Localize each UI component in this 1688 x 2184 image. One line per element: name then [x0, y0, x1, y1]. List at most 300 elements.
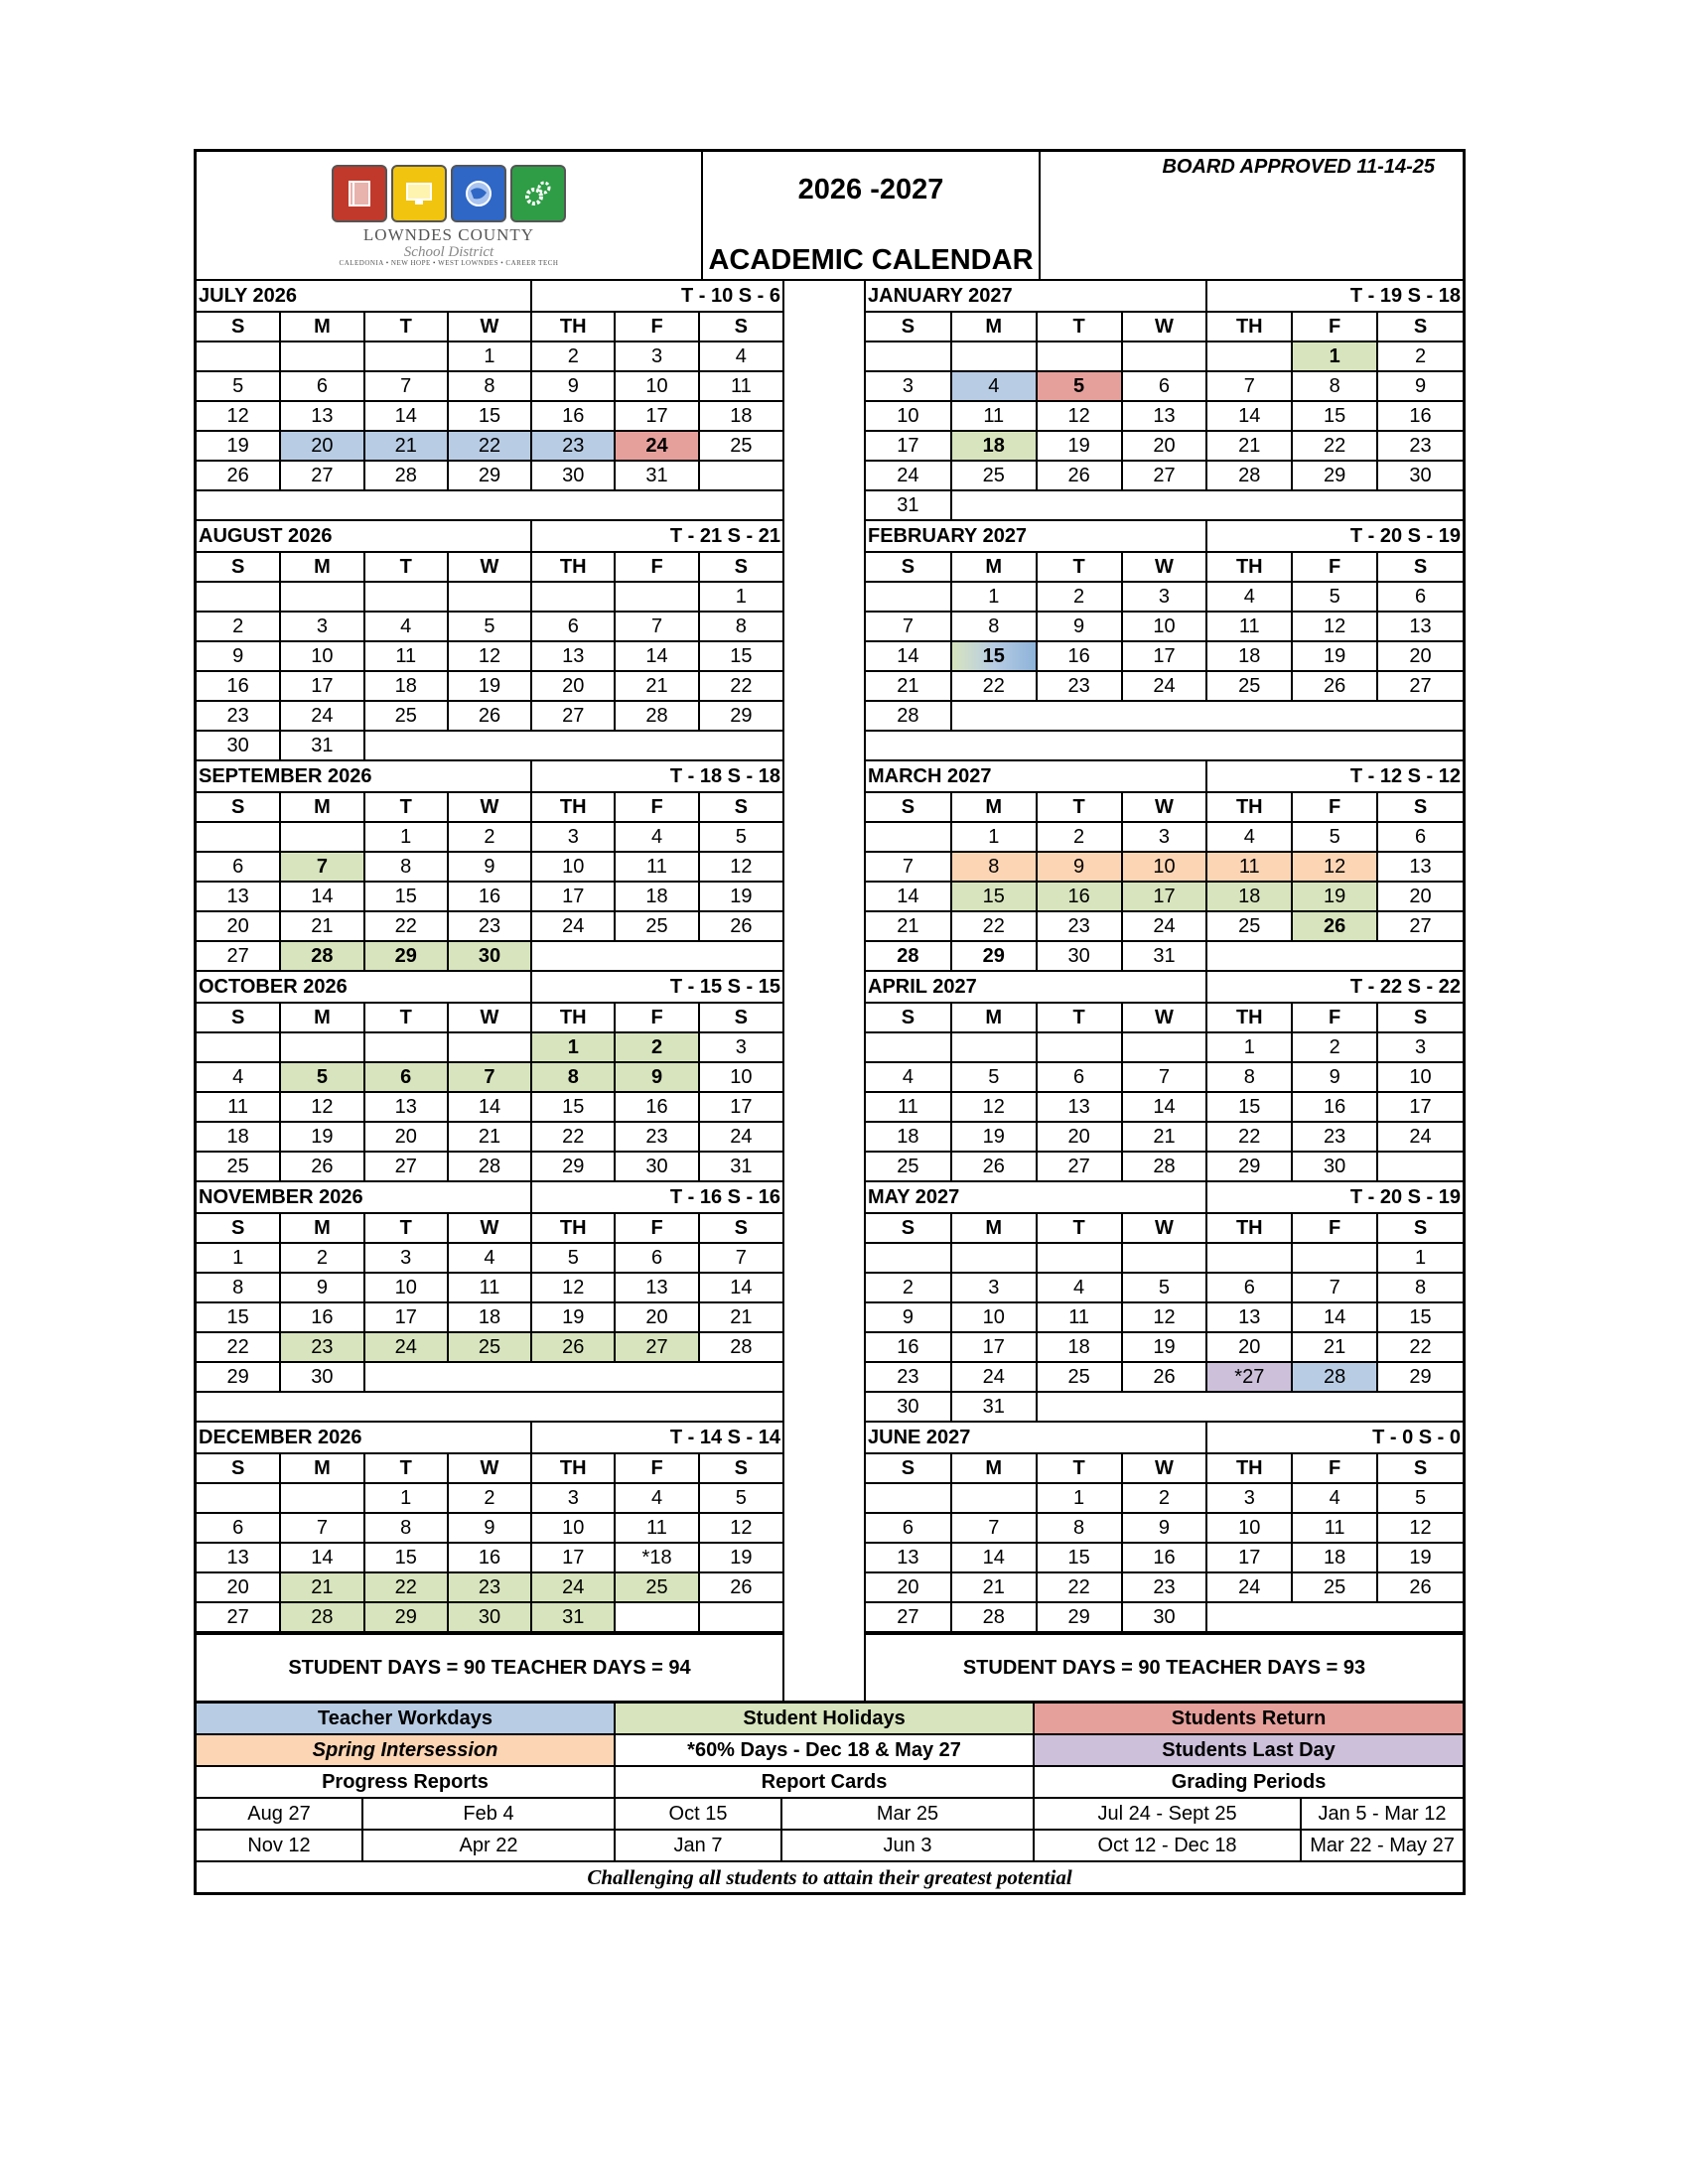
day-cell: 15	[951, 882, 1037, 911]
day-cell: 16	[866, 1332, 951, 1362]
day-counts: T - 20 S - 19	[1206, 1182, 1463, 1213]
day-cell: 4	[615, 1483, 698, 1513]
weekday-header: F	[615, 1003, 698, 1032]
empty-day-cell	[197, 341, 280, 371]
month-table	[866, 521, 1463, 761]
semester-one-totals: STUDENT DAYS = 90 TEACHER DAYS = 94	[197, 1633, 782, 1701]
weekday-header: W	[1122, 792, 1207, 822]
day-cell: 11	[197, 1092, 280, 1122]
column-divider	[782, 281, 866, 1701]
day-cell: 8	[197, 1273, 280, 1302]
day-cell: 15	[951, 641, 1037, 671]
day-cell: 14	[364, 401, 448, 431]
weekday-header: T	[1037, 312, 1122, 341]
day-cell: 31	[615, 461, 698, 490]
report-card-date: Oct 15	[615, 1798, 781, 1830]
day-cell: 4	[448, 1243, 531, 1273]
day-cell: 5	[699, 1483, 782, 1513]
day-cell: 25	[866, 1152, 951, 1181]
day-cell: 20	[531, 671, 615, 701]
day-cell: 1	[1206, 1032, 1292, 1062]
day-cell: 21	[1292, 1332, 1377, 1362]
day-cell: 14	[280, 882, 363, 911]
day-cell: 22	[1292, 431, 1377, 461]
weekday-header: S	[699, 1453, 782, 1483]
day-cell: 30	[280, 1362, 363, 1392]
weekday-header: W	[448, 552, 531, 582]
empty-day-cell	[531, 582, 615, 612]
empty-day-cell	[448, 1032, 531, 1062]
day-cell: 12	[197, 401, 280, 431]
day-cell: 24	[699, 1122, 782, 1152]
legend-students-return: Students Return	[1034, 1703, 1463, 1735]
day-cell: 28	[1206, 461, 1292, 490]
district-logo	[197, 152, 703, 279]
empty-day-cell	[280, 582, 363, 612]
day-cell: 23	[448, 1572, 531, 1602]
day-cell: 11	[1206, 852, 1292, 882]
day-cell: 8	[951, 852, 1037, 882]
day-cell: 13	[1377, 852, 1463, 882]
day-cell: 4	[951, 371, 1037, 401]
day-cell: 28	[1292, 1362, 1377, 1392]
day-cell: 22	[448, 431, 531, 461]
day-cell: 27	[364, 1152, 448, 1181]
day-cell: 29	[951, 941, 1037, 971]
day-cell: 21	[951, 1572, 1037, 1602]
day-cell: 10	[1206, 1513, 1292, 1543]
day-cell: 17	[531, 882, 615, 911]
day-cell: 13	[1122, 401, 1207, 431]
month-table	[866, 1182, 1463, 1423]
day-cell: 2	[448, 1483, 531, 1513]
day-cell: 6	[1122, 371, 1207, 401]
empty-day-cell	[1122, 341, 1207, 371]
empty-day-cell	[951, 490, 1463, 520]
weekday-header: M	[951, 552, 1037, 582]
empty-day-cell	[866, 1483, 951, 1513]
empty-day-cell	[1206, 1602, 1463, 1632]
day-cell: 10	[951, 1302, 1037, 1332]
day-cell: 3	[615, 341, 698, 371]
weekday-header: S	[866, 792, 951, 822]
day-cell: 12	[280, 1092, 363, 1122]
day-cell: 20	[1037, 1122, 1122, 1152]
day-cell: 4	[197, 1062, 280, 1092]
month-name: MAY 2027	[866, 1182, 1206, 1213]
day-cell: 14	[448, 1092, 531, 1122]
weekday-header: S	[1377, 1003, 1463, 1032]
day-cell: 30	[448, 941, 531, 971]
weekday-header: W	[448, 312, 531, 341]
day-cell: 7	[951, 1513, 1037, 1543]
empty-day-cell	[1037, 1032, 1122, 1062]
day-cell: 16	[1377, 401, 1463, 431]
day-cell: 19	[280, 1122, 363, 1152]
weekday-header: S	[1377, 312, 1463, 341]
empty-day-cell	[699, 1602, 782, 1632]
weekday-header: T	[364, 1003, 448, 1032]
day-cell: 8	[951, 612, 1037, 641]
day-cell: 15	[1377, 1302, 1463, 1332]
weekday-header: TH	[1206, 1003, 1292, 1032]
empty-day-cell	[197, 822, 280, 852]
weekday-header: S	[197, 552, 280, 582]
month-table	[866, 972, 1463, 1182]
day-cell: 9	[280, 1273, 363, 1302]
day-cell: 10	[531, 852, 615, 882]
day-cell: 6	[280, 371, 363, 401]
empty-day-cell	[364, 1032, 448, 1062]
empty-day-cell	[1377, 1152, 1463, 1181]
day-cell: 22	[531, 1122, 615, 1152]
day-counts: T - 22 S - 22	[1206, 972, 1463, 1003]
day-cell: 4	[364, 612, 448, 641]
day-cell: 26	[531, 1332, 615, 1362]
day-cell: 23	[1037, 671, 1122, 701]
weekday-header: F	[1292, 552, 1377, 582]
day-cell: 9	[1122, 1513, 1207, 1543]
empty-day-cell	[531, 941, 782, 971]
weekday-header: M	[951, 792, 1037, 822]
day-cell: 14	[951, 1543, 1037, 1572]
day-cell: 24	[531, 911, 615, 941]
day-cell: 8	[1377, 1273, 1463, 1302]
day-cell: 28	[280, 1602, 363, 1632]
day-cell: 8	[531, 1062, 615, 1092]
empty-day-cell	[364, 1362, 782, 1392]
day-cell: 7	[1206, 371, 1292, 401]
day-cell: 1	[951, 822, 1037, 852]
empty-day-cell	[866, 822, 951, 852]
day-cell: 7	[699, 1243, 782, 1273]
month-table	[197, 972, 782, 1182]
day-cell: 10	[699, 1062, 782, 1092]
weekday-header: S	[866, 1453, 951, 1483]
day-cell: 17	[951, 1332, 1037, 1362]
day-cell: *18	[615, 1543, 698, 1572]
weekday-header: TH	[531, 1003, 615, 1032]
day-cell: 20	[197, 911, 280, 941]
day-cell: 4	[615, 822, 698, 852]
day-cell: 24	[364, 1332, 448, 1362]
weekday-header: TH	[531, 552, 615, 582]
day-cell: 11	[699, 371, 782, 401]
day-cell: 21	[1206, 431, 1292, 461]
day-cell: 13	[615, 1273, 698, 1302]
empty-day-cell	[615, 582, 698, 612]
weekday-header: W	[448, 1003, 531, 1032]
day-cell: 19	[699, 882, 782, 911]
day-cell: 12	[1292, 612, 1377, 641]
day-cell: 30	[866, 1392, 951, 1422]
empty-day-cell	[197, 1483, 280, 1513]
day-cell: 9	[1037, 612, 1122, 641]
day-cell: 12	[448, 641, 531, 671]
schedule-row	[197, 1798, 1463, 1830]
day-cell: 11	[364, 641, 448, 671]
day-cell: 11	[615, 1513, 698, 1543]
weekday-header: S	[197, 312, 280, 341]
day-cell: 2	[866, 1273, 951, 1302]
day-cell: 23	[1292, 1122, 1377, 1152]
weekday-header: F	[1292, 312, 1377, 341]
day-cell: 25	[1206, 911, 1292, 941]
day-cell: 26	[1122, 1362, 1207, 1392]
weekday-header: F	[615, 792, 698, 822]
empty-day-cell	[280, 822, 363, 852]
day-cell: 15	[364, 882, 448, 911]
day-cell: 10	[866, 401, 951, 431]
day-cell: 24	[866, 461, 951, 490]
weekday-header: T	[1037, 792, 1122, 822]
month-name: AUGUST 2026	[197, 521, 531, 552]
day-cell: 21	[364, 431, 448, 461]
day-cell: 17	[1206, 1543, 1292, 1572]
day-cell: 13	[364, 1092, 448, 1122]
day-cell: 12	[699, 852, 782, 882]
weekday-header: T	[364, 792, 448, 822]
day-counts: T - 19 S - 18	[1206, 281, 1463, 312]
day-cell: 28	[866, 701, 951, 731]
day-cell: 24	[951, 1362, 1037, 1392]
day-cell: 25	[364, 701, 448, 731]
day-cell: 20	[280, 431, 363, 461]
day-cell: 27	[615, 1332, 698, 1362]
day-cell: 26	[448, 701, 531, 731]
day-cell: 1	[364, 1483, 448, 1513]
day-cell: 23	[615, 1122, 698, 1152]
day-cell: 19	[699, 1543, 782, 1572]
logo-subtitle: School District	[403, 243, 494, 260]
empty-day-cell	[1037, 1392, 1463, 1422]
day-cell: 27	[1377, 671, 1463, 701]
day-cell: 18	[615, 882, 698, 911]
day-cell: 6	[364, 1062, 448, 1092]
month-table	[197, 521, 782, 761]
day-cell: 16	[1037, 882, 1122, 911]
weekday-header: S	[1377, 1213, 1463, 1243]
day-counts: T - 14 S - 14	[531, 1423, 782, 1453]
month-table	[197, 761, 782, 972]
day-cell: 1	[1037, 1483, 1122, 1513]
day-cell: 23	[280, 1332, 363, 1362]
empty-day-cell	[1037, 341, 1122, 371]
weekday-header: F	[615, 552, 698, 582]
day-cell: 27	[197, 941, 280, 971]
empty-day-cell	[1206, 341, 1292, 371]
weekday-header: TH	[531, 1213, 615, 1243]
day-cell: 6	[1377, 582, 1463, 612]
day-cell: 30	[1122, 1602, 1207, 1632]
day-cell: 4	[699, 341, 782, 371]
legend-teacher-workdays: Teacher Workdays	[197, 1703, 615, 1735]
day-cell: 2	[197, 612, 280, 641]
day-cell: 5	[951, 1062, 1037, 1092]
day-cell: 13	[197, 1543, 280, 1572]
day-cell: 11	[1292, 1513, 1377, 1543]
legend-sixty-percent-days: *60% Days - Dec 18 & May 27	[615, 1734, 1034, 1766]
day-cell: 25	[615, 1572, 698, 1602]
month-name: DECEMBER 2026	[197, 1423, 531, 1453]
legend-students-last-day: Students Last Day	[1034, 1734, 1463, 1766]
day-cell: 5	[1122, 1273, 1207, 1302]
weekday-header: W	[1122, 1213, 1207, 1243]
day-cell: 1	[448, 341, 531, 371]
empty-day-cell	[866, 341, 951, 371]
day-cell: 8	[448, 371, 531, 401]
day-cell: 30	[1377, 461, 1463, 490]
day-cell: 5	[197, 371, 280, 401]
weekday-header: F	[1292, 1003, 1377, 1032]
day-cell: 16	[1292, 1092, 1377, 1122]
day-cell: 18	[1206, 882, 1292, 911]
day-cell: 10	[1122, 852, 1207, 882]
day-cell: 13	[1037, 1092, 1122, 1122]
weekday-header: T	[1037, 1213, 1122, 1243]
day-cell: 4	[866, 1062, 951, 1092]
day-cell: 3	[364, 1243, 448, 1273]
logo-tagline: CALEDONIA • NEW HOPE • WEST LOWNDES • CAREER TECH	[339, 258, 559, 267]
day-cell: 7	[866, 852, 951, 882]
day-cell: 23	[1037, 911, 1122, 941]
weekday-header: T	[1037, 552, 1122, 582]
weekday-header: M	[280, 1213, 363, 1243]
computer-icon	[391, 165, 447, 222]
day-cell: 7	[280, 852, 363, 882]
day-cell: 29	[1292, 461, 1377, 490]
weekday-header: S	[699, 792, 782, 822]
day-cell: 17	[280, 671, 363, 701]
day-cell: 2	[531, 341, 615, 371]
day-cell: 5	[1292, 822, 1377, 852]
weekday-header: T	[364, 1453, 448, 1483]
day-cell: 24	[1122, 911, 1207, 941]
legend-spring-intersession: Spring Intersession	[197, 1734, 615, 1766]
day-cell: 8	[1292, 371, 1377, 401]
day-counts: T - 21 S - 21	[531, 521, 782, 552]
weekday-header: W	[448, 1213, 531, 1243]
day-cell: 12	[699, 1513, 782, 1543]
day-cell: 30	[197, 731, 280, 760]
day-cell: 6	[1037, 1062, 1122, 1092]
day-cell: 1	[1292, 341, 1377, 371]
grading-period: Mar 22 - May 27	[1301, 1830, 1463, 1861]
day-cell: 7	[1292, 1273, 1377, 1302]
legend-student-holidays: Student Holidays	[615, 1703, 1034, 1735]
empty-day-cell	[1206, 941, 1463, 971]
report-card-date: Jun 3	[781, 1830, 1034, 1861]
day-cell: 12	[951, 1092, 1037, 1122]
day-cell: 15	[364, 1543, 448, 1572]
day-cell: 5	[1377, 1483, 1463, 1513]
day-cell: 13	[197, 882, 280, 911]
day-cell: 6	[197, 852, 280, 882]
day-cell: 16	[448, 882, 531, 911]
day-cell: 11	[1037, 1302, 1122, 1332]
day-cell: 28	[448, 1152, 531, 1181]
empty-day-cell	[1037, 1243, 1122, 1273]
month-name: JUNE 2027	[866, 1423, 1206, 1453]
calendar-header	[197, 152, 1463, 281]
day-cell: 28	[364, 461, 448, 490]
weekday-header: M	[280, 552, 363, 582]
day-cell: 5	[1037, 371, 1122, 401]
day-cell: 3	[1206, 1483, 1292, 1513]
weekday-header: TH	[531, 312, 615, 341]
grading-period: Jul 24 - Sept 25	[1034, 1798, 1301, 1830]
day-cell: 9	[1377, 371, 1463, 401]
weekday-header: S	[1377, 792, 1463, 822]
day-cell: 28	[866, 941, 951, 971]
day-counts: T - 15 S - 15	[531, 972, 782, 1003]
day-cell: 22	[1037, 1572, 1122, 1602]
day-cell: 18	[699, 401, 782, 431]
day-cell: 16	[531, 401, 615, 431]
day-cell: 2	[448, 822, 531, 852]
day-cell: 27	[1377, 911, 1463, 941]
empty-day-cell	[951, 1243, 1037, 1273]
weekday-header: W	[448, 1453, 531, 1483]
weekday-header: T	[1037, 1453, 1122, 1483]
weekday-header: W	[1122, 1003, 1207, 1032]
day-cell: 28	[280, 941, 363, 971]
day-cell: 28	[699, 1332, 782, 1362]
day-cell: 16	[280, 1302, 363, 1332]
day-cell: 24	[615, 431, 698, 461]
day-cell: 21	[699, 1302, 782, 1332]
day-counts: T - 12 S - 12	[1206, 761, 1463, 792]
day-cell: 31	[280, 731, 363, 760]
day-cell: 2	[615, 1032, 698, 1062]
empty-day-cell	[699, 461, 782, 490]
day-cell: 26	[1037, 461, 1122, 490]
schedule-row	[197, 1830, 1463, 1861]
progress-report-date: Feb 4	[362, 1798, 615, 1830]
day-cell: 2	[280, 1243, 363, 1273]
day-cell: 19	[1122, 1332, 1207, 1362]
day-cell: 12	[1292, 852, 1377, 882]
day-cell: 9	[1037, 852, 1122, 882]
day-cell: 14	[280, 1543, 363, 1572]
weekday-header: TH	[531, 1453, 615, 1483]
weekday-header: TH	[531, 792, 615, 822]
day-cell: 21	[866, 911, 951, 941]
weekday-header: S	[1377, 552, 1463, 582]
day-cell: 22	[951, 911, 1037, 941]
day-counts: T - 18 S - 18	[531, 761, 782, 792]
weekday-header: TH	[1206, 1453, 1292, 1483]
month-table	[866, 761, 1463, 972]
weekday-header: S	[197, 792, 280, 822]
day-cell: 8	[1037, 1513, 1122, 1543]
day-cell: 20	[1206, 1332, 1292, 1362]
day-cell: 11	[951, 401, 1037, 431]
day-cell: 12	[1122, 1302, 1207, 1332]
day-cell: 26	[1292, 671, 1377, 701]
day-cell: 26	[197, 461, 280, 490]
day-cell: 22	[1206, 1122, 1292, 1152]
page-title: ACADEMIC CALENDAR	[708, 244, 1034, 276]
calendar-right-column	[866, 281, 1463, 1701]
progress-report-date: Apr 22	[362, 1830, 615, 1861]
day-cell: 19	[448, 671, 531, 701]
day-cell: 21	[280, 1572, 363, 1602]
day-cell: 6	[531, 612, 615, 641]
day-cell: 29	[1377, 1362, 1463, 1392]
month-name: NOVEMBER 2026	[197, 1182, 531, 1213]
day-cell: 19	[1292, 882, 1377, 911]
